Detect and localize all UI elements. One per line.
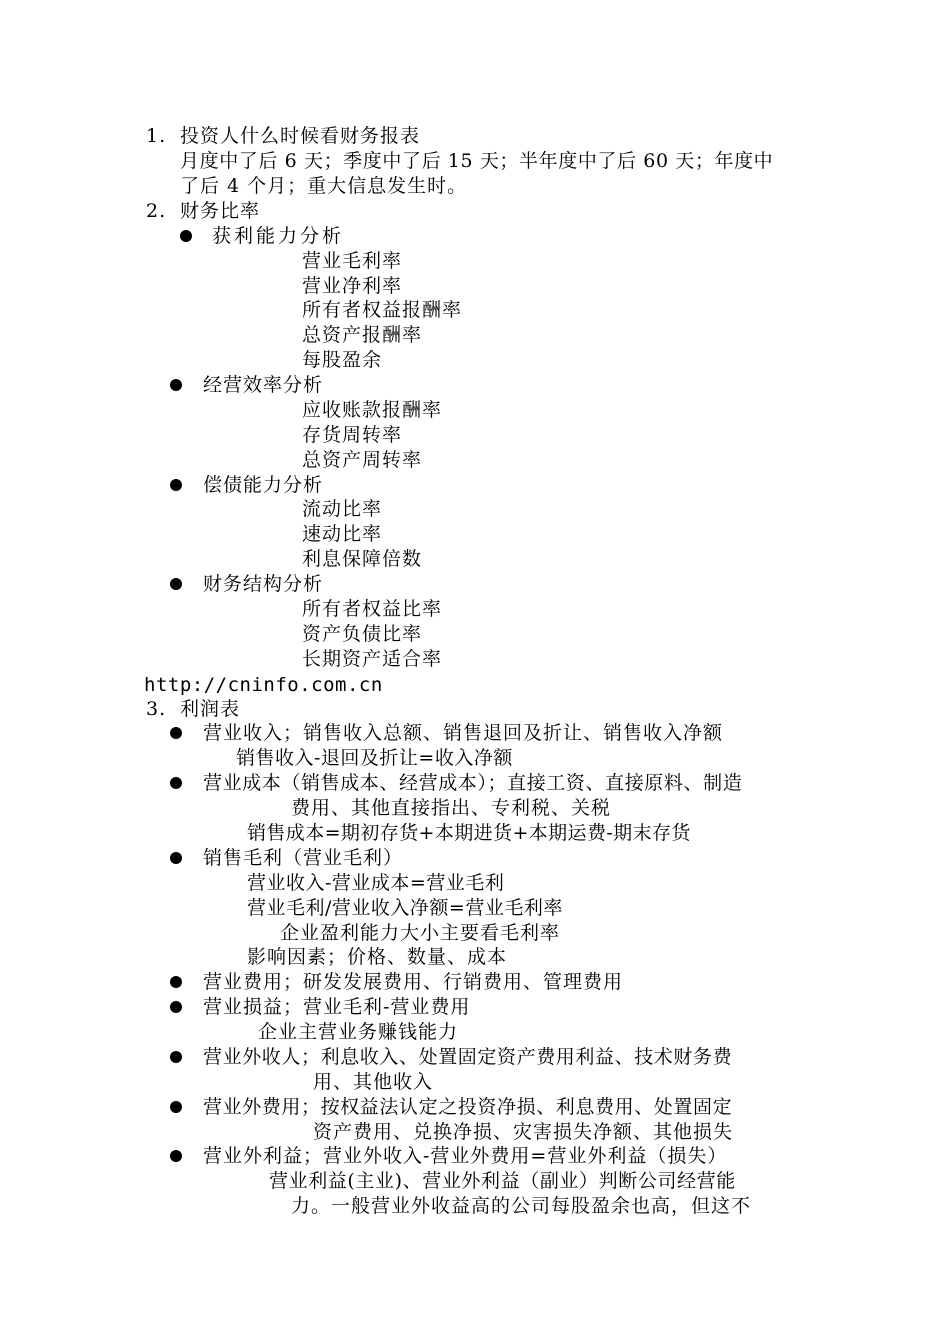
list-item-detail: 营业毛利/营业收入净额=营业毛利率 [247,897,563,919]
list-item-detail: 销售收入-退回及折让=收入净额 [236,747,513,769]
list-item: 营业成本（销售成本、经营成本）；直接工资、直接原料、制造 [203,772,743,794]
list-item-detail: 用、其他收入 [313,1071,434,1093]
list-item-detail: 企业盈利能力大小主要看毛利率 [280,922,561,944]
bullet-icon [170,777,182,789]
list-item: 利息保障倍数 [302,548,423,570]
bullet-icon [170,1150,182,1162]
list-item: 资产负债比率 [302,623,423,645]
reference-url: http://cninfo.com.cn [144,674,383,696]
list-item: 营业费用；研发发展费用、行销费用、管理费用 [203,971,624,993]
list-item-detail: 资产费用、兑换净损、灾害损失净额、其他损失 [313,1121,734,1143]
bullet-icon [170,379,182,391]
list-item-detail: 销售成本=期初存货+本期进货+本期运费-期末存货 [247,822,691,844]
section-1-body-line-2: 了后 4 个月；重大信息发生时。 [180,175,468,197]
list-item: 所有者权益报酬率 [302,299,463,321]
list-item: 营业净利率 [302,275,403,297]
list-item: 速动比率 [302,523,383,545]
list-item: 流动比率 [302,498,383,520]
list-item: 总资产报酬率 [302,324,423,346]
bullet-icon [170,976,182,988]
bullet-icon [170,852,182,864]
section-1-body-line-1: 月度中了后 6 天；季度中了后 15 天；半年度中了后 60 天；年度中 [180,150,774,172]
bullet-icon [170,479,182,491]
list-item: 每股盈余 [302,349,383,371]
list-item-detail: 营业利益(主业)、营业外利益（副业）判断公司经营能 [269,1170,736,1192]
list-item: 销售毛利（营业毛利） [203,847,404,869]
list-item-detail: 费用、其他直接指出、专利税、关税 [291,797,612,819]
list-item: 营业毛利率 [302,250,403,272]
list-item: 营业外费用；按权益法认定之投资净损、利息费用、处置固定 [203,1096,733,1118]
list-item: 应收账款报酬率 [302,399,443,421]
section-3-number: 3. [146,698,167,720]
list-item-detail: 营业收入-营业成本=营业毛利 [247,872,505,894]
section-2-number: 2. [146,200,167,222]
list-item: 营业收入；销售收入总额、销售退回及折让、销售收入净额 [203,722,724,744]
bullet-icon [180,230,192,242]
list-item: 营业外利益；营业外收入-营业外费用=营业外利益（损失） [203,1145,728,1167]
bullet-icon [170,578,182,590]
bullet-icon [170,727,182,739]
group-label-solvency: 偿债能力分析 [203,474,324,496]
list-item: 长期资产适合率 [302,648,443,670]
list-item-detail: 企业主营业务赚钱能力 [258,1021,459,1043]
list-item: 所有者权益比率 [302,598,443,620]
group-label-efficiency: 经营效率分析 [203,374,324,396]
list-item-detail: 影响因素；价格、数量、成本 [247,946,508,968]
bullet-icon [170,1051,182,1063]
bullet-icon [170,1001,182,1013]
bullet-icon [170,1101,182,1113]
section-2-title: 财务比率 [180,200,261,222]
section-3-title: 利润表 [180,698,241,720]
section-1-title: 投资人什么时候看财务报表 [180,125,421,147]
group-label-structure: 财务结构分析 [203,573,324,595]
list-item: 营业损益；营业毛利-营业费用 [203,996,471,1018]
list-item: 存货周转率 [302,424,403,446]
list-item: 总资产周转率 [302,449,423,471]
list-item: 营业外收人；利息收入、处置固定资产费用利益、技术财务费 [203,1046,733,1068]
group-label-profitability: 获利能力分析 [212,225,345,247]
section-1-number: 1. [146,125,167,147]
list-item-detail: 力。一般营业外收益高的公司每股盈余也高，但这不 [291,1195,752,1217]
